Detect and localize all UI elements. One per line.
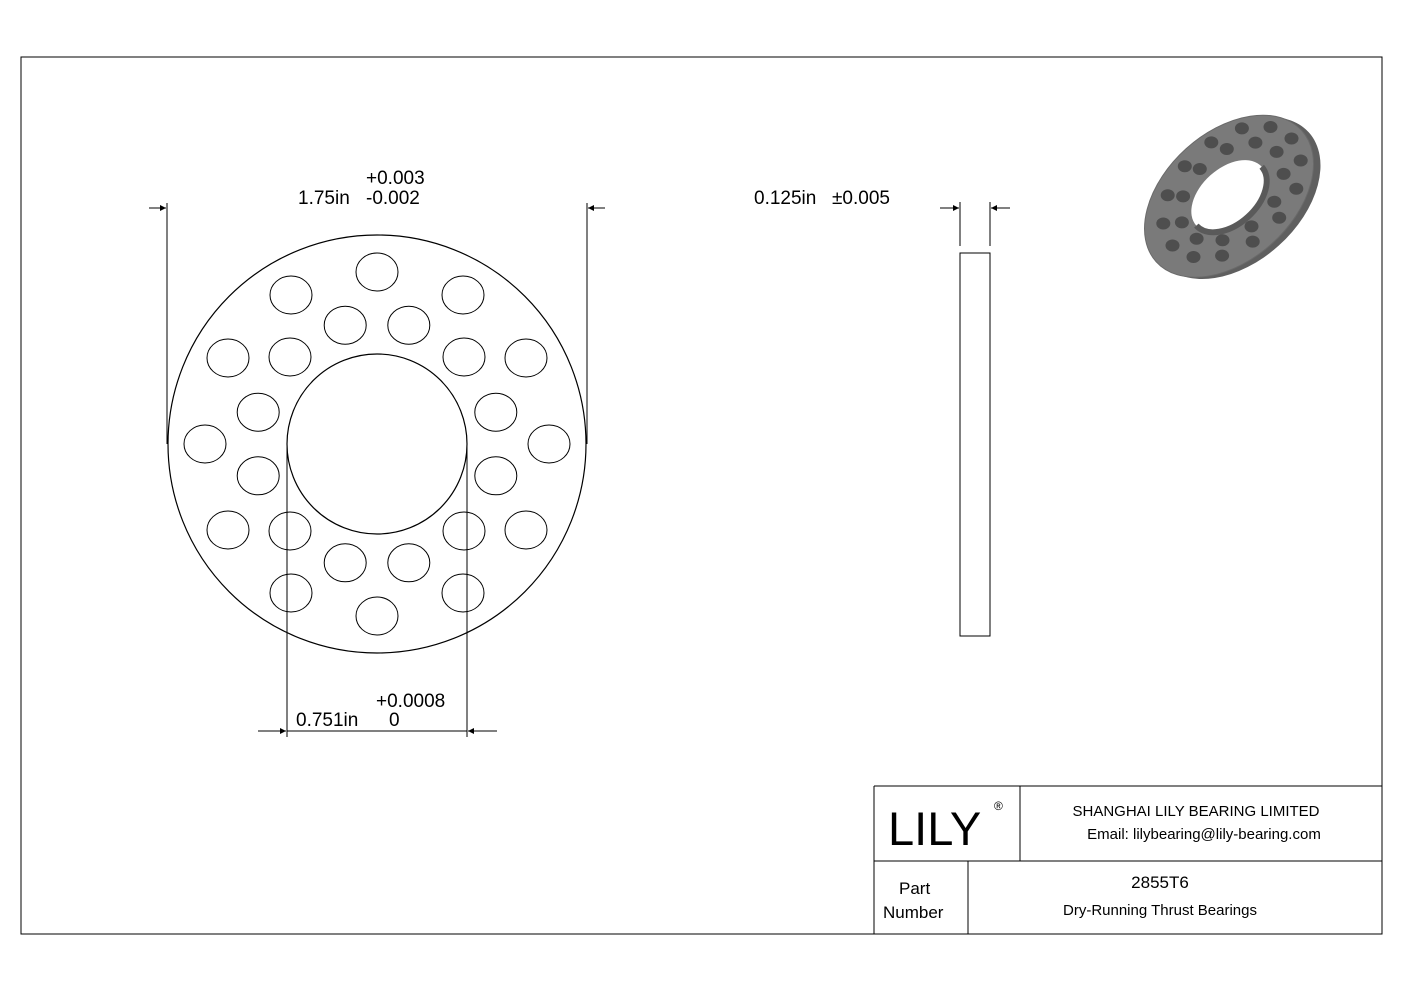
plug-hole [324, 544, 366, 582]
plug-hole [324, 306, 366, 344]
thickness-tolerance: ±0.005 [832, 188, 890, 209]
plug-hole [356, 253, 398, 291]
render-plug [1166, 240, 1180, 252]
plug-hole [505, 339, 547, 377]
part-description: Dry-Running Thrust Bearings [1063, 902, 1257, 919]
render-plug [1187, 251, 1201, 263]
side-view [754, 188, 1010, 636]
plug-hole [475, 393, 517, 431]
render-plug [1245, 220, 1259, 232]
plug-hole [505, 511, 547, 549]
render-plug [1289, 183, 1303, 195]
plug-hole [207, 339, 249, 377]
render-plug [1193, 163, 1207, 175]
plug-hole [356, 597, 398, 635]
render-plug [1216, 234, 1230, 246]
render-plug [1156, 218, 1170, 230]
plug-hole [443, 338, 485, 376]
render-plug [1215, 250, 1229, 262]
render-plug [1175, 216, 1189, 228]
plug-hole [442, 574, 484, 612]
company-email: Email: lilybearing@lily-bearing.com [1087, 826, 1321, 843]
thickness-value: 0.125in [754, 188, 817, 209]
registered-mark: ® [994, 799, 1003, 813]
plug-hole [442, 276, 484, 314]
plug-hole [270, 574, 312, 612]
inner-diameter-dimension [258, 444, 497, 737]
plug-hole [184, 425, 226, 463]
part-label-line2: Number [883, 903, 944, 922]
plug-hole [270, 276, 312, 314]
plug-hole [528, 425, 570, 463]
part-label-line1: Part [899, 879, 931, 898]
render-plug [1178, 160, 1192, 172]
company-logo: LILY [888, 802, 982, 855]
plug-hole [207, 511, 249, 549]
render-plug [1270, 146, 1284, 158]
render-plug [1235, 122, 1249, 134]
company-name: SHANGHAI LILY BEARING LIMITED [1072, 803, 1320, 820]
bore-circle [287, 354, 467, 534]
front-view [168, 235, 586, 653]
render-plug [1277, 168, 1291, 180]
render-plug [1246, 236, 1260, 248]
title-block [874, 786, 1382, 934]
render-plug [1272, 212, 1286, 224]
render-plug [1294, 155, 1308, 167]
outer-diameter-lower-tol: -0.002 [366, 188, 420, 209]
plug-hole [237, 393, 279, 431]
outer-diameter-dimension [149, 168, 605, 444]
render-plug [1176, 190, 1190, 202]
render-plug [1204, 136, 1218, 148]
inner-diameter-nominal: 0.751in [296, 710, 359, 731]
render-plug [1248, 137, 1262, 149]
render-plug [1267, 196, 1281, 208]
render-plug [1264, 121, 1278, 133]
plug-hole [269, 512, 311, 550]
render-plug [1220, 143, 1234, 155]
outer-diameter-upper-tol: +0.003 [366, 168, 425, 189]
plug-hole [443, 512, 485, 550]
inner-diameter-upper-tol: +0.0008 [376, 691, 446, 712]
outer-circle [168, 235, 586, 653]
plug-holes [184, 253, 570, 635]
render-plug [1285, 133, 1299, 145]
render-plug [1190, 233, 1204, 245]
bearing-3d-render [1113, 80, 1351, 313]
plug-hole [388, 544, 430, 582]
part-number: 2855T6 [1131, 873, 1189, 892]
plug-hole [237, 457, 279, 495]
outer-diameter-nominal: 1.75in [298, 188, 350, 209]
inner-diameter-lower-tol: 0 [389, 710, 400, 731]
plug-hole [269, 338, 311, 376]
plug-hole [388, 306, 430, 344]
plug-hole [475, 457, 517, 495]
render-plug [1161, 189, 1175, 201]
